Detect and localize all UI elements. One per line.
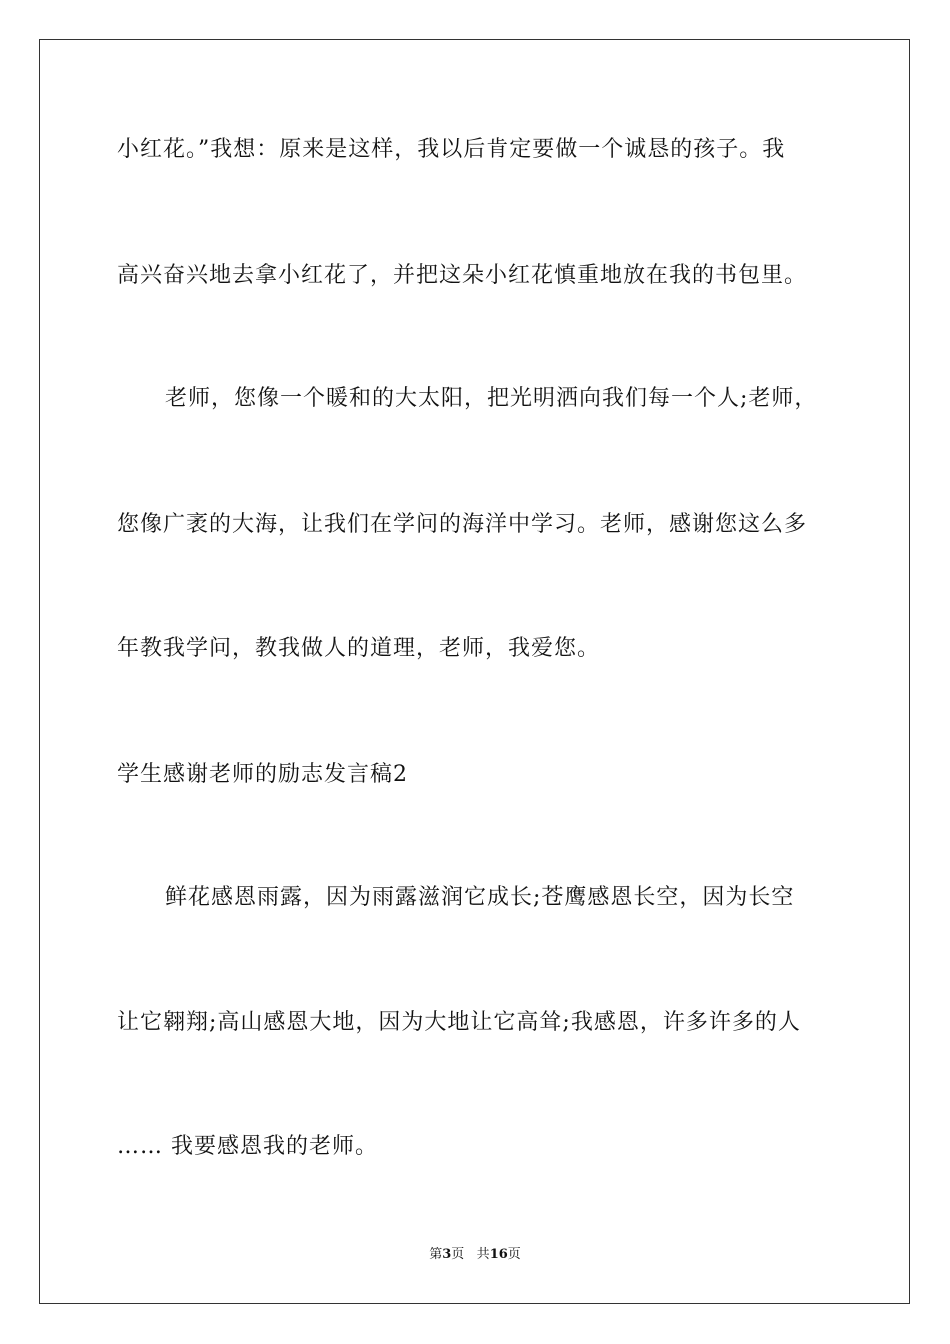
body-text-line: 高兴奋兴地去拿小红花了，并把这朵小红花慎重地放在我的书包里。 — [117, 263, 808, 288]
body-text-line: 年教我学问，教我做人的道理，老师，我爱您。 — [117, 636, 601, 661]
paragraph-start-line: 老师，您像一个暖和的大太阳，把光明洒向我们每一个人;老师， — [165, 386, 818, 411]
body-text-line: 您像广袤的大海，让我们在学问的海洋中学习。老师，感谢您这么多 — [117, 512, 808, 537]
footer-page-suffix: 页 — [451, 1247, 465, 1262]
body-text-line: …… 我要感恩我的老师。 — [117, 1134, 378, 1159]
footer-page-number: 3 — [442, 1247, 452, 1262]
page-border — [39, 39, 910, 1304]
page-footer — [0, 1246, 950, 1264]
footer-total-pages: 16 — [489, 1247, 508, 1262]
footer-total-prefix: 共 — [476, 1247, 490, 1262]
body-text-line: 小红花。”我想：原来是这样，我以后肯定要做一个诚恳的孩子。我 — [117, 137, 786, 162]
footer-total-suffix: 页 — [507, 1247, 521, 1262]
section-heading: 学生感谢老师的励志发言稿2 — [117, 762, 408, 787]
body-text-line: 让它翱翔;高山感恩大地，因为大地让它高耸;我感恩，许多许多的人 — [117, 1010, 801, 1035]
footer-page-prefix: 第 — [429, 1247, 443, 1262]
paragraph-start-line: 鲜花感恩雨露，因为雨露滋润它成长;苍鹰感恩长空，因为长空 — [165, 885, 795, 910]
